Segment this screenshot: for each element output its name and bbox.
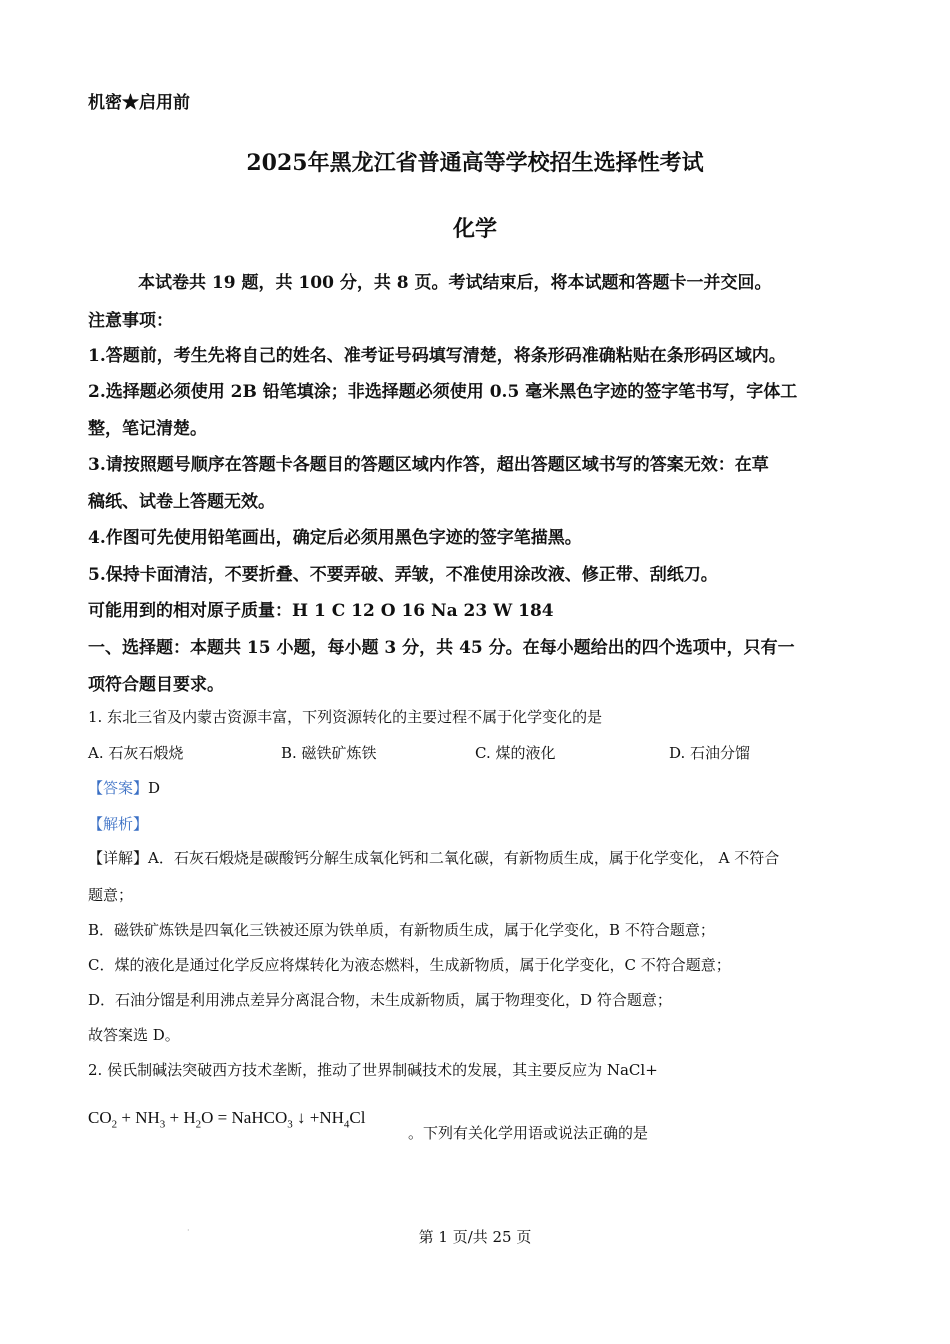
eq-arrow-nh4: ↓ +NH bbox=[297, 1108, 344, 1127]
q1-stem: 1. 东北三省及内蒙古资源丰富，下列资源转化的主要过程不属于化学变化的是 bbox=[88, 708, 603, 726]
exam-title: 2025年黑龙江省普通高等学校招生选择性考试 bbox=[246, 150, 704, 176]
q1-option-d: D. 石油分馏 bbox=[669, 744, 751, 762]
eq-nahco: O = NaHCO bbox=[201, 1108, 288, 1127]
note-1: 1.答题前，考生先将自己的姓名、准考证号码填写清楚，将条形码准确粘贴在条形码区域内。 bbox=[88, 346, 786, 366]
q2-stem: 2. 侯氏制碱法突破西方技术垄断，推动了世界制碱技术的发展，其主要反应为 NaCl+ bbox=[88, 1061, 658, 1079]
eq-nh-sub: 3 bbox=[159, 1118, 166, 1131]
note-5: 5.保持卡面清洁，不要折叠、不要弄破、弄皱，不准使用涂改液、修正带、刮纸刀。 bbox=[88, 565, 718, 585]
eq-cl: Cl bbox=[349, 1108, 366, 1127]
q1-option-a: A. 石灰石煅烧 bbox=[88, 744, 184, 762]
eq-h: + H bbox=[165, 1108, 196, 1127]
section1-heading-a: 一、选择题：本题共 15 小题，每小题 3 分，共 45 分。在每小题给出的四个选项中，只有一 bbox=[88, 638, 795, 658]
note-2a: 2.选择题必须使用 2B 铅笔填涂；非选择题必须使用 0.5 毫米黑色字迹的签字笔书写，字体工 bbox=[88, 382, 798, 402]
eq-nh: + NH bbox=[117, 1108, 160, 1127]
q2-stem-tail: 。下列有关化学用语或说法正确的是 bbox=[408, 1124, 649, 1142]
eq-nh4-sub: 4 bbox=[343, 1118, 350, 1131]
q1-option-c: C. 煤的液化 bbox=[475, 744, 556, 762]
footer-mark: · bbox=[187, 1226, 190, 1235]
answer-value: D bbox=[148, 779, 161, 797]
note-3a: 3.请按照题号顺序在答题卡各题目的答题区域内作答，超出答题区域书写的答案无效：在草 bbox=[88, 455, 769, 475]
q1-option-b: B. 磁铁矿炼铁 bbox=[281, 744, 377, 762]
answer-label: 【答案】 bbox=[88, 779, 149, 797]
q1-explain-b: B．磁铁矿炼铁是四氧化三铁被还原为铁单质，有新物质生成，属于化学变化，B 不符合题意； bbox=[88, 921, 715, 939]
q1-explain-c: C．煤的液化是通过化学反应将煤转化为液态燃料，生成新物质，属于化学变化，C 不符合题意； bbox=[88, 956, 731, 974]
confidential-label: 机密★启用前 bbox=[88, 93, 190, 113]
eq-hco-sub: 3 bbox=[287, 1118, 293, 1131]
q1-conclusion: 故答案选 D。 bbox=[88, 1026, 180, 1044]
eq-co-sub: 2 bbox=[111, 1118, 118, 1131]
atomic-mass-line: 可能用到的相对原子质量：H 1 C 12 O 16 Na 23 W 184 bbox=[88, 601, 554, 621]
note-2b: 整，笔记清楚。 bbox=[88, 419, 207, 439]
intro-text: 本试卷共 19 题，共 100 分，共 8 页。考试结束后，将本试题和答题卡一并交回。 bbox=[138, 273, 772, 293]
subject-title: 化学 bbox=[452, 216, 497, 242]
q2-equation bbox=[88, 1108, 365, 1130]
analysis-label: 【解析】 bbox=[88, 815, 149, 833]
note-4: 4.作图可先使用铅笔画出，确定后必须用黑色字迹的签字笔描黑。 bbox=[88, 528, 582, 548]
q1-explain-d: D．石油分馏是利用沸点差异分离混合物，未生成新物质，属于物理变化，D 符合题意； bbox=[88, 991, 672, 1009]
q1-detail-a: 【详解】A．石灰石煅烧是碳酸钙分解生成氧化钙和二氧化碳，有新物质生成，属于化学变化， A 不符合 bbox=[88, 849, 780, 867]
notes-heading: 注意事项： bbox=[88, 311, 173, 331]
note-3b: 稿纸、试卷上答题无效。 bbox=[88, 492, 275, 512]
q1-answer bbox=[88, 777, 160, 798]
eq-co: CO bbox=[88, 1108, 112, 1127]
section1-heading-b: 项符合题目要求。 bbox=[88, 675, 224, 695]
q1-detail-b: 题意； bbox=[88, 886, 134, 904]
page-number: 第 1 页/共 25 页 bbox=[418, 1228, 532, 1246]
eq-h-sub: 2 bbox=[195, 1118, 202, 1131]
